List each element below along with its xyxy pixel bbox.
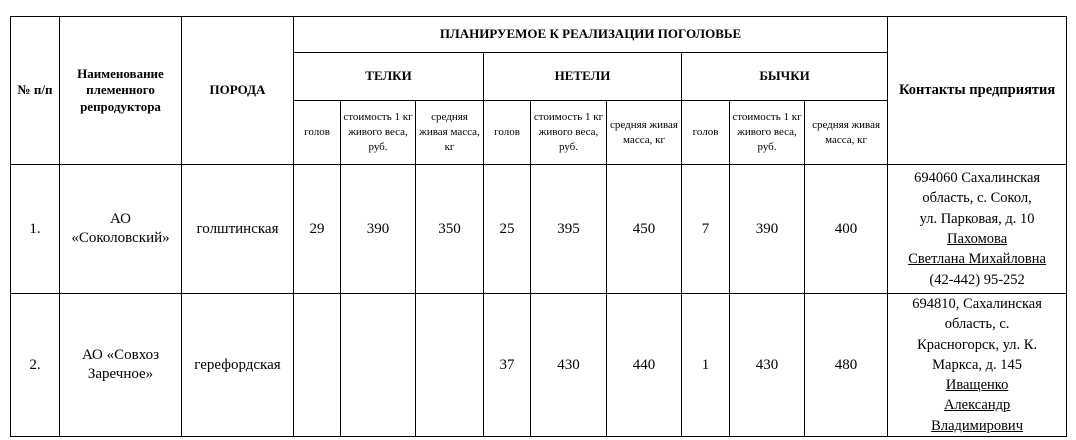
subheader-mass: средняя живая масса, кг [805, 101, 888, 165]
header-name: Наименование племенного репродуктора [60, 17, 182, 165]
subheader-head-count: голов [484, 101, 531, 165]
contact-person-link[interactable]: Владимирович [931, 417, 1023, 434]
livestock-table [10, 16, 1067, 437]
bychki-mass: 400 [805, 165, 888, 294]
bychki-head-count: 7 [682, 165, 730, 294]
contact-phone: (42-442) 95-252 [929, 271, 1025, 288]
row-name: АО «Совхоз Заречное» [60, 294, 182, 437]
address-line: ул. Парковая, д. 10 [919, 210, 1035, 227]
row-name: АО «Соколовский» [60, 165, 182, 294]
row-contacts [888, 294, 1067, 437]
bychki-price: 430 [730, 294, 805, 437]
telki-price [341, 294, 416, 437]
neteli-price: 430 [531, 294, 607, 437]
subheader-mass: средняя живая масса, кг [607, 101, 682, 165]
subheader-price: стоимость 1 кг живого веса, руб. [341, 101, 416, 165]
row-num: 2. [11, 294, 60, 437]
table-row [11, 294, 1067, 437]
header-group-telki: ТЕЛКИ [294, 53, 484, 101]
header-num: № п/п [11, 17, 60, 165]
neteli-mass: 450 [607, 165, 682, 294]
row-breed: герефордская [182, 294, 294, 437]
address-line: Красногорск, ул. К. [917, 336, 1038, 353]
neteli-price: 395 [531, 165, 607, 294]
contact-person-link[interactable]: Светлана Михайловна [908, 251, 1046, 268]
telki-mass [416, 294, 484, 437]
header-group-bychki: БЫЧКИ [682, 53, 888, 101]
table-row [11, 165, 1067, 294]
telki-head-count [294, 294, 341, 437]
address-line: 694810, Сахалинская [912, 296, 1042, 312]
bychki-head-count: 1 [682, 294, 730, 437]
header-contacts: Контакты предприятия [888, 17, 1067, 165]
address-line: Маркса, д. 145 [932, 356, 1023, 373]
row-num: 1. [11, 165, 60, 294]
contact-person-link[interactable]: Пахомова [947, 231, 1008, 247]
row-contacts [888, 165, 1067, 294]
bychki-price: 390 [730, 165, 805, 294]
address-line: область, с. Сокол, [922, 190, 1032, 207]
contact-person-link[interactable]: Александр [943, 397, 1011, 414]
telki-head-count: 29 [294, 165, 341, 294]
telki-mass: 350 [416, 165, 484, 294]
neteli-head-count: 37 [484, 294, 531, 437]
address-line: область, с. [944, 316, 1010, 333]
contact-person-link[interactable]: Иващенко [945, 377, 1009, 394]
telki-price: 390 [341, 165, 416, 294]
row-breed: голштинская [182, 165, 294, 294]
header-planned: ПЛАНИРУЕМОЕ К РЕАЛИЗАЦИИ ПОГОЛОВЬЕ [294, 17, 888, 53]
header-breed: ПОРОДА [182, 17, 294, 165]
subheader-price: стоимость 1 кг живого веса, руб. [531, 101, 607, 165]
subheader-price: стоимость 1 кг живого веса, руб. [730, 101, 805, 165]
subheader-mass: средняя живая масса, кг [416, 101, 484, 165]
subheader-head-count: голов [294, 101, 341, 165]
neteli-mass: 440 [607, 294, 682, 437]
address-line: 694060 Сахалинская [914, 170, 1041, 187]
subheader-head-count: голов [682, 101, 730, 165]
bychki-mass: 480 [805, 294, 888, 437]
header-group-neteli: НЕТЕЛИ [484, 53, 682, 101]
neteli-head-count: 25 [484, 165, 531, 294]
